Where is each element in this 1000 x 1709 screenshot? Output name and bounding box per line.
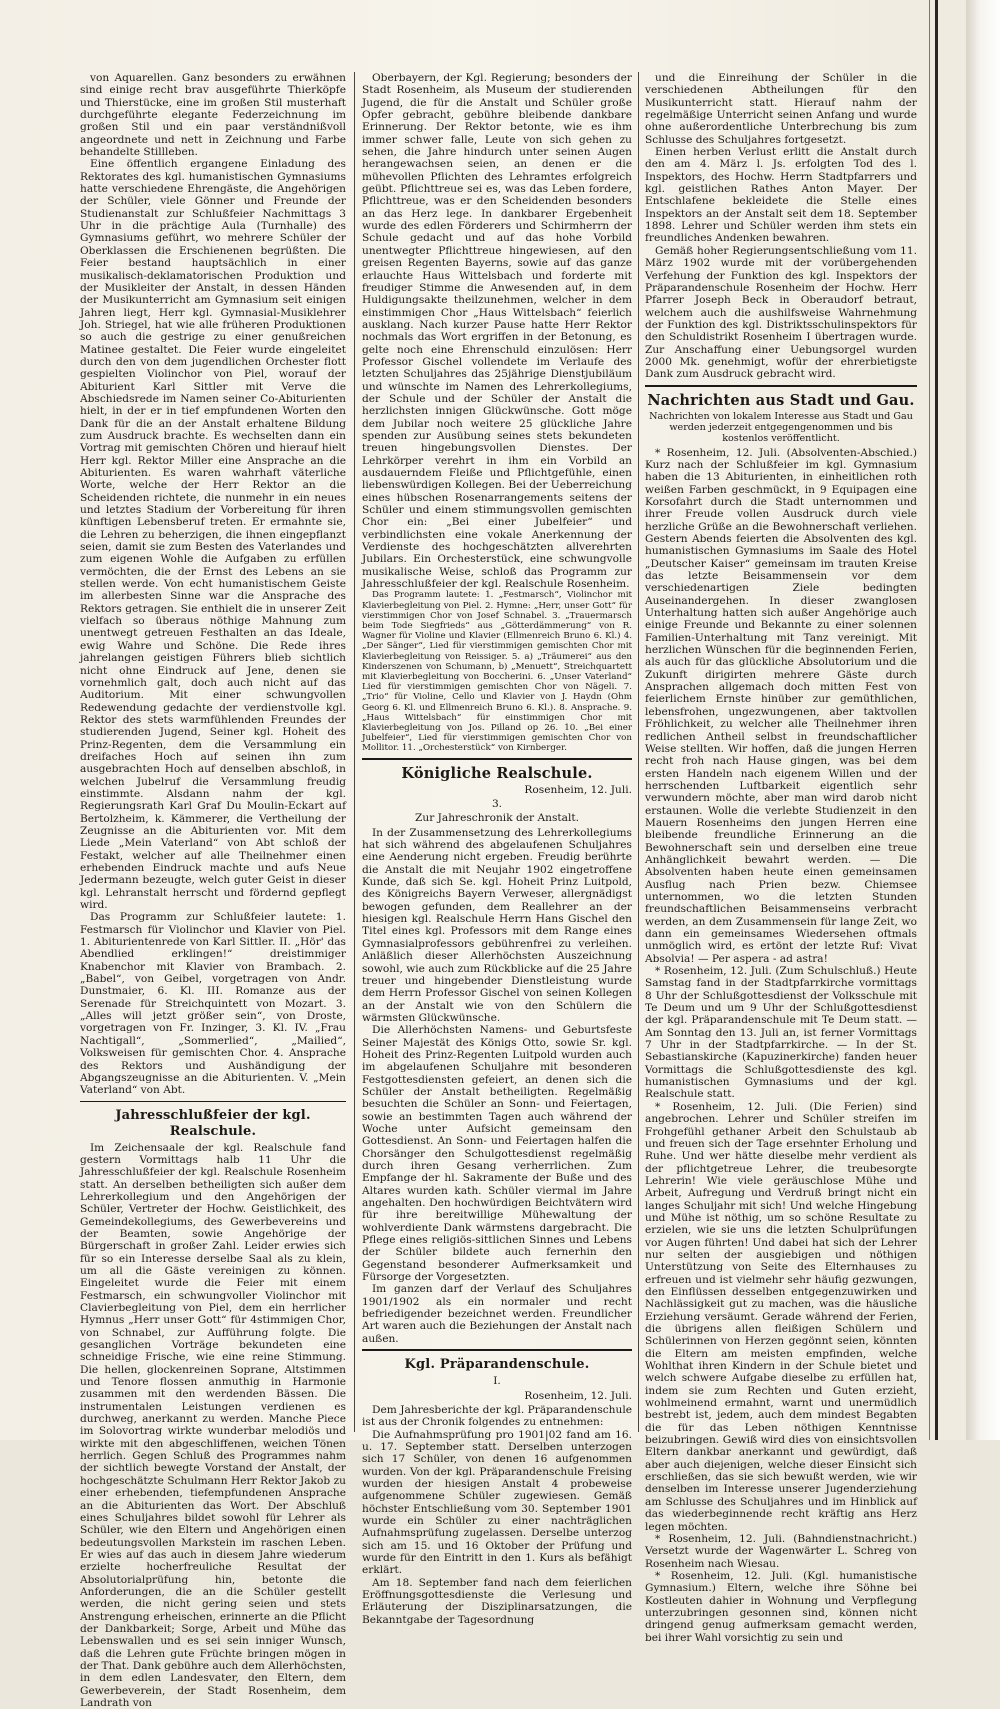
page-edge-line xyxy=(935,0,938,1440)
paragraph: Eine öffentlich ergangene Einladung des Rektorates des kgl. humanistischen Gymnasiums hatte verschiedene Ehrengäste, die Angehörigen der Schüler, viele Gönner und Freunde der Studienanstalt zur Schlußfeier Nachmittags 3 Uhr in die prächtige Aula (Turnhalle) des Gymnasiums geführt, wo mehrere Schüler der Oberklassen die Erschienenen begrüßten. Die Feier bestand hauptsächlich in einer musikalisch-deklamatorischen Produktion und der Musikleiter der Anstalt, in dessen Händen der Musikunterricht am Gymnasium seit einigen Jahren liegt, Herr kgl. Gymnasial-Musiklehrer Joh. Striegel, hat wie alle früheren Produktionen so auch die gestrige zu einer genußreichen Matinee gestaltet. Die Feier wurde eingeleitet durch den von dem jugendlichen Orchester flott gespielten Violinchor von Piel, worauf der Abiturient Karl Sittler mit Verve die Abschiedsrede im Namen seiner Co-Abiturienten hielt, in der er in tief empfundenen Worten den Dank für die an der Anstalt erhaltene Bildung zum Ausdruck brachte. Es wechselten dann ein Vortrag mit gemischten Chören und hierauf hielt Herr kgl. Rektor Miller eine Ansprache an die Abiturienten. Es waren wahrhaft väterliche Worte, welche der Herr Rektor an die Scheidenden richtete, die nunmehr in ein neues und letztes Stadium der Vorbereitung für ihren künftigen Lebensberuf treten. Er ermahnte sie, die Lehren zu beherzigen, die ihnen eingepflanzt seien, damit sie zum Besten des Vaterlandes und zum eigenen Wohle die Aufgaben zu erfüllen vermöchten, die der Ernst des Lebens an sie stellen werde. Von echt humanistischem Geiste im allerbesten Sinne war die Ansprache des Rektors getragen. Sie enthielt die in unserer Zeit vielfach so überaus nöthige Mahnung zum unentwegt getreuen Festhalten an das Ideale, ewig Wahre und Schöne. Die Rede ihres jahrelangen geistigen Führers blieb sichtlich nicht ohne Eindruck auf Jene, denen sie vornehmlich galt, doch auch nicht auf das Auditorium. Mit einer schwungvollen Redewendung gedachte der verdienstvolle kgl. Rektor des stets warmfühlenden Freundes der studierenden Jugend, Seiner kgl. Hoheit des Prinz-Regenten, dem die Versammlung ein dreifaches Hoch auf seinen ihn zum ausgebrachten Hoch auf denselben abschloß, in welchen Jubelruf die Versammlung freudig einstimmte. Alsdann nahm der kgl. Regierungsrath Karl Graf Du Moulin-Eckart auf Bertolzheim, k. Kämmerer, die Vertheilung der Zeugnisse an die Abiturienten vor. Mit dem Liede „Mein Vaterland“ von Abt schloß der Festakt, welcher auf alle Theilnehmer einen erhebenden Eindruck machte und aufs Neue Jedermann bezeugte, welch guter Geist in dieser kgl. Lehranstalt herrscht und fördernd gepflegt wird. xyxy=(80,158,346,912)
section-heading-realschule-feier: Jahresschlußfeier der kgl. Realschule. xyxy=(115,1107,311,1139)
dateline: Rosenheim, 12. Juli. xyxy=(524,783,632,796)
paragraph: Einen herben Verlust erlitt die Anstalt durch den am 4. März l. Js. erfolgten Tod des l. Inspektors, des Hochw. Herrn Stadtpfarrers und kgl. geistlichen Rathes Anton Mayer. Der Entschlafene bekleidete die Stelle eines Inspektors an der Anstalt seit dem 18. September 1898. Lehrer und Schüler werden ihm stets ein freundliches Andenken bewahren. xyxy=(645,146,917,245)
paragraph: Gemäß hoher Regierungsentschließung vom 11. März 1902 wurde mit der vorübergehenden Verfehung der Funktion des kgl. Inspektors der Präparandenschule Rosenheim der Hochw. Herr Pfarrer Joseph Beck in Oberaudorf betraut, welchem auch die aushilfsweise Wahrnehmung der Funktion des kgl. Distriktsschulinspektors für den Schuldistrikt Rosenheim I übertragen wurde. Zur Anschaffung einer Uebungsorgel wurden 2000 Mk. genehmigt, wofür der ehrerbietigste Dank zum Ausdruck gebracht wird. xyxy=(645,244,917,381)
news-item: * Rosenheim, 12. Juli. (Zum Schulschluß.) Heute Samstag fand in der Stadtpfarrkirche vormittags 8 Uhr der Schlußgottesdienst der Volksschule mit Te Deum und um 9 Uhr der Schlußgottesdienst der kgl. Präparandenschule mit Te Deum statt. — Am Sonntag den 13. Juli an, ist ferner Vormittags 7 Uhr in der Stadtpfarrkirche. — In der St. Sebastianskirche (Kapuzinerkirche) fanden heuer Vormittags die Schlußgottesdienste des kgl. humanistischen Gymnasiums und der kgl. Realschule statt. xyxy=(645,965,917,1101)
paragraph: Das Programm zur Schlußfeier lautete: 1. Festmarsch für Violinchor und Klavier von Piel. 1. Abiturientenrede von Karl Sittler. II. „Hör' das Abendlied erklingen!“ dreistimmiger Knabenchor mit Klavier von Brambach. 2. „Babel“, von Geibel, vorgetragen von Andr. Dunstmaier, 6. Kl. III. Romanze aus der Serenade für Streichquintett von Mozart. 3. „Alles will jetzt größer sein“, von Droste, vorgetragen von Fr. Inzinger, 3. Kl. IV. „Frau Nachtigall“, „Sommerlied“, „Mailied“, Volksweisen für gemischten Chor. 4. Ansprache des Rektors und Aushändigung der Abgangszeugnisse an die Abiturienten. V. „Mein Vaterland“ von Abt. xyxy=(80,911,346,1097)
program-list: Das Programm lautete: 1. „Festmarsch“, Violinchor mit Klavierbegleitung von Piel. 2. Hymne: „Herr, unser Gott“ für vierstimmigen Chor von Josef Schnabel. 3. „Trauermarsch beim Tode Siegfrieds“ aus „Götterdämmerung“ von R. Wagner für Violine und Klavier (Ellmenreich Bruno 6. Kl.) 4. „Der Sänger“, Lied für vierstimmigen gemischten Chor mit Klavierbegleitung von Reissiger. 5. a) „Träumerei“ aus den Kinderszenen von Schumann, b) „Menuett“, Streichquartett mit Klavierbegleitung von Boccherini. 6. „Unser Vaterland“ Lied für vierstimmigen gemischten Chor von Nägeli. 7. „Trio“ für Violine, Cello und Klavier von J. Haydn (Ohm Georg 6. Kl. und Ellmenreich Bruno 6. Kl.). 8. Ansprache. 9. „Haus Wittelsbach“ für einstimmigen Chor mit Klavierbegleitung von Jos. Pilland op 26. 10. „Bei einer Jubelfeier“, Lied für vierstimmigen gemischten Chor von Mollitor. 11. „Orchesterstück“ von Kirnberger. xyxy=(362,590,632,754)
section-subheading: Nachrichten von lokalem Interesse aus Stadt und Gau werden jederzeit entgegengenommen und bis kostenlos veröffentlicht. xyxy=(649,410,913,444)
paragraph: In der Zusammensetzung des Lehrerkollegiums hat sich während des abgelaufenen Schuljahres eine Aenderung nicht ergeben. Freudig berührte die Anstalt die mit Neujahr 1902 eingetroffene Kunde, daß sich Se. kgl. Hoheit Prinz Luitpold, des Königreichs Bayern Verweser, allergnädigst bewogen gefunden, dem Reallehrer an der hiesigen kgl. Realschule Herrn Hans Gischel den Titel eines kgl. Professors mit dem Range eines Gymnasialprofessors gebührenfrei zu verleihen. Anläßlich dieser Allerhöchsten Auszeichnung sowohl, wie auch zum Rückblicke auf die 25 Jahre treuer und hingebender Dienstleistung wurde dem Herrn Professor Gischel von seinen Kollegen an der Anstalt wie von den Schülern die wärmsten Glückwünsche. xyxy=(362,826,632,1024)
paragraph: von Aquarellen. Ganz besonders zu erwähnen sind einige recht brav ausgeführte Thierköpfe und Thierstücke, eine im großen Stil musterhaft durchgeführte elegante Federzeichnung im großen Stil und ein paar verständnißvoll angeordnete und nett in Zeichnung und Farbe behandelte Stillleben. xyxy=(80,72,346,159)
page-edge-margin xyxy=(966,0,1000,1440)
column-2 xyxy=(362,72,632,1626)
column-rule-2 xyxy=(638,72,639,1432)
news-item: * Rosenheim, 12. Juli. (Absolventen-Abschied.) Kurz nach der Schlußfeier im kgl. Gymnasium haben die 13 Abiturienten, in einheitlichen roth weißen Farben geschmückt, in 9 Equipagen eine Korsofahrt durch die Stadt unternommen und ihrer Freude vollen Ausdruck durch viele herzliche Grüße an die Bewohnerschaft verliehen. Gestern Abends feierten die Absolventen des kgl. humanistischen Gymnasiums im Saale des Hotel „Deutscher Kaiser“ gemeinsam im trauten Kreise das letzte Beisammensein vor dem verschiedenartigen Ziele bedingten Auseinandergehen. In dieser zwanglosen Unterhaltung hatten sich außer Angehörige auch einige Freunde und Bekannte zu einer solennen Familien-Unterhaltung mit Tanz vereinigt. Mit herzlichen Wünschen für die beginnenden Ferien, als auch für das glückliche Absolutorium und die Zukunft dirigirten mehrere Gäste durch Ansprachen allgemach doch mitten Fest von feierlichem Ernste hinüber zur gemüthlichen, lebensfrohen, ungezwungenen, aber taktvollen Fröhlichkeit, zu welcher alle Theilnehmer ihren redlichen Antheil selbst in freundschaftlicher Weise stellten. Wir hoffen, daß die jungen Herren recht froh nach Hause gingen, was bei dem ersten Handeln nach eigenem Willen und der herrschenden Luftbarkeit eigentlich sehr verwundern möchte, aber man wird darob nicht erstaunen. Wolle die verlebte Studienzeit in den Mauern Rosenheims den jungen Herren eine bleibende freundliche Erinnerung an die Bewohnerschaft sein und derselben eine treue Anhänglichkeit bewahrt werden. — Die Absolventen haben heute einen gemeinsamen Ausflug nach Prien bezw. Chiemsee unternommen, wo die letzten Stunden freundschaftlichen Beisammenseins verbracht werden, an dem Zusammensein für lange Zeit, wo dann ein gemeinsames Wiedersehen oftmals unmöglich wird, es ertönt der letzte Ruf: Vivat Absolvia! — Per aspera - ad astra! xyxy=(645,446,917,965)
section-rule xyxy=(80,1101,346,1102)
paragraph: Im ganzen darf der Verlauf des Schuljahres 1901/1902 als ein normaler und recht befriedigender bezeichnet werden. Freundlicher Art waren auch die Beziehungen der Anstalt nach außen. xyxy=(362,1283,632,1345)
paragraph: Die Allerhöchsten Namens- und Geburtsfeste Seiner Majestät des Königs Otto, sowie Sr. kgl. Hoheit des Prinz-Regenten Luitpold wurden auch im abgelaufenen Schuljahre mit besonderen Festgottesdiensten gefeiert, an denen sich die Schüler der Anstalt betheiligten. Regelmäßig besuchten die Schüler an Sonn- und Feiertagen, sowie an bestimmten Tagen auch während der Woche unter Aufsicht gemeinsam den Gottesdienst. An Sonn- und Feiertagen halfen die Chorsänger den Schulgottesdienst regelmäßig durch ihren Gesang verherrlichen. Zum Empfange der hl. Sakramente der Buße und des Altares wurden kath. Schüler viermal im Jahre angehalten. Den hochwürdigen Beichtvätern wird für ihre bereitwillige Mühewaltung der wohlverdiente Dank wärmstens dargebracht. Die Pflege eines religiös-sittlichen Sinnes und Lebens der Schüler bildete auch fernerhin den Gegenstand besonderer Aufmerksamkeit und Fürsorge der Vorgesetzten. xyxy=(362,1024,632,1284)
page-fold-line xyxy=(929,0,930,1440)
column-rule-1 xyxy=(354,72,355,1432)
section-rule xyxy=(362,1349,632,1351)
dateline: Rosenheim, 12. Juli. xyxy=(524,1389,632,1402)
paragraph: und die Einreihung der Schüler in die verschiedenen Abtheilungen für den Musikunterricht statt. Hierauf nahm der regelmäßige Unterricht seinen Anfang und wurde ohne außerordentliche Unterbrechung bis zum Schlusse des Schuljahres fortgesetzt. xyxy=(645,72,917,146)
paragraph: Die Aufnahmsprüfung pro 1901|02 fand am 16. u. 17. September statt. Derselben unterzogen sich 17 Schüler, von denen 16 aufgenommen wurden. Von der kgl. Präparandenschule Freising wurden der hiesigen Anstalt 4 probeweise aufgenommene Schüler zugewiesen. Gemäß höchster Entschließung vom 30. September 1901 wurde ein Schüler zu einer nachträglichen Aufnahmsprüfung zugelassen. Derselbe unterzog sich am 15. und 16 Oktober der Prüfung und wurde für den Eintritt in den 1. Kurs als befähigt erklärt. xyxy=(362,1428,632,1577)
section-subtitle: Zur Jahreschronik der Anstalt. xyxy=(415,812,579,825)
section-heading-nachrichten: Nachrichten aus Stadt und Gau. xyxy=(647,391,915,409)
column-3 xyxy=(645,72,917,1644)
news-item: * Rosenheim, 12. Juli. (Kgl. humanistische Gymnasium.) Eltern, welche ihre Söhne bei Kostleuten dahier in Wohnung und Verpflegung unterzubringen gesonnen sind, können nicht dringend genug aufmerksam gemacht werden, bei ihrer Wahl vorsichtig zu sein und xyxy=(645,1569,917,1644)
section-number: I. xyxy=(493,1375,501,1388)
column-1 xyxy=(80,72,346,1709)
section-number: 3. xyxy=(491,798,503,811)
paragraph: Am 18. September fand nach dem feierlichen Eröffnungsgottesdienste die Verlesung und Erläuterung der Disziplinarsatzungen, die Bekanntgabe der Tagesordnung xyxy=(362,1576,632,1626)
paragraph: Dem Jahresberichte der kgl. Präparandenschule ist aus der Chronik folgendes zu entnehmen: xyxy=(362,1403,632,1429)
section-heading-koenigliche-realschule: Königliche Realschule. xyxy=(401,764,593,782)
section-rule xyxy=(362,758,632,760)
paragraph: Oberbayern, der Kgl. Regierung; besonders der Stadt Rosenheim, als Museum der studierenden Jugend, die für die Anstalt und Schüler große Opfer gebracht, gebühre bleibende dankbare Erinnerung. Der Rektor betonte, wie es ihm immer schwer falle, Leute von sich gehen zu sehen, die Jahre hindurch unter seinen Augen herangewachsen seien, an denen er die mühevollen Pflichten des Lehramtes erfolgreich geübt. Pflichttreue sei es, was das Leben fordere, Pflichttreue, was er den Scheidenden besonders an das Herz lege. In dankbarer Ergebenheit wurde des edlen Förderers und Schirmherrn der Schule gedacht und auf das hohe Vorbild unentwegter Pflichttreue hingewiesen, auf den greisen Regenten Bayerns, sowie auf das ganze erlauchte Haus Wittelsbach und forderte mit freudiger Stimme die Anwesenden auf, in dem Huldigungsakte theilzunehmen, welcher in dem einstimmigen Chor „Haus Wittelsbach“ feierlich ausklang. Nach kurzer Pause hatte Herr Rektor nochmals das Wort ergriffen in der Betonung, es gelte noch eine Ehrenschuld einzulösen: Herr Professor Gischel vollendete im Verlaufe des letzten Schuljahres das 25jährige Dienstjubiläum und wünschte im Namen des Lehrerkollegiums, der Schule und der Schüler der Anstalt die herzlichsten innigen Glückwünsche. Gott möge dem Jubilar noch weitere 25 glückliche Jahre spenden zur Ausübung seines stets bekundeten treuen hingebungsvollen Dienstes. Der Lehrkörper verehrt in ihm ein Vorbild an ausdauerndem Fleiße und Pflichtgefühle, einen liebenswürdigen Kollegen. Bei der Ueberreichung eines hübschen Rosenarrangements seitens der Schüler und einem stimmungsvollen gemischten Chor ein: „Bei einer Jubelfeier“ und verbindlichsten eine vokale Anerkennung der Verdienste des hochgeschätzten allverehrten Jubilars. Ein Orchesterstück, eine schwungvolle musikalische Weise, schloß das Programm zur Jahresschlußfeier der kgl. Realschule Rosenheim. xyxy=(362,72,632,591)
section-rule xyxy=(645,385,917,387)
news-item: * Rosenheim, 12. Juli. (Die Ferien) sind angebrochen. Lehrer und Schüler streifen im Frohgefühl gethaner Arbeit den Schulstaub ab und freuen sich der Tage ersehnter Erholung und Ruhe. Und wer hätte dieselbe mehr verdient als der pflichtgetreue Lehrer, die treubesorgte Lehrerin! Wie viele geräuschlose Mühe und Arbeit, Aufregung und Verdruß bringt nicht ein langes Schuljahr mit sich! Und welche Hingebung und Mühe ist nöthig, um so schöne Resultate zu erzielen, wie sie uns die letzten Schulprüfungen vor Augen führten! Und dabei hat sich der Lehrer nur selten der ausgiebigen und nöthigen Unterstützung von Seite des Elternhauses zu erfreuen und ist vielmehr sehr häufig gezwungen, den Einflüssen desselben entgegenzuwirken und Nachlässigkeit gut zu machen, was die häusliche Erziehung versäumt. Gerade während der Ferien, die übrigens allen fleißigen Schülern und Schülerinnen von Herzen gegönnt seien, könnten die Eltern am meisten empfinden, welche Wohlthat ihren Kindern in der Schule bietet und welch schwere Aufgabe dieselbe zu erfüllen hat, indem sie zum Rechten und Guten erzieht, wohlmeinend ermahnt, warnt und unermüdlich bestrebt ist, jedem, auch dem mindest Begabten die für das Leben nöthigen Kenntnisse beizubringen. Gewiß wird dies von einsichtsvollen Eltern dankbar anerkannt und gewürdigt, daß aber auch diejenigen, welche dieser Einsicht sich erschließen, das sie sich bewußt werden, wie wir denselben im Interesse unserer Jugenderziehung am Schlusse des Schuljahres und im Hinblick auf das wiederbeginnende recht kräftig ans Herz legen möchten. xyxy=(645,1100,917,1533)
section-heading-praeparandenschule: Kgl. Präparandenschule. xyxy=(404,1357,590,1373)
paragraph: Im Zeichensaale der kgl. Realschule fand gestern Vormittags halb 11 Uhr die Jahresschlußfeier der kgl. Realschule Rosenheim statt. An derselben betheiligten sich außer dem Lehrerkollegium und den Angehörigen der Schüler, Vertreter der Hochw. Geistlichkeit, des Gemeindekollegiums, des Gewerbevereins und der Beamten, sowie Angehörige der Bürgerschaft in großer Zahl. Leider erwies sich für so ein Interesse derselbe Saal als zu klein, um all die Gäste vereinigen zu können. Eingeleitet wurde die Feier mit einem Festmarsch, ein schwungvoller Violinchor mit Clavierbegleitung von Piel, dem ein herrlicher Hymnus „Herr unser Gott“ für 4stimmigen Chor, von Schnabel, zur Aufführung folgte. Die gesanglichen Vorträge bekundeten eine schneidige Frische, wie eine reine Stimmung. Die hellen, glockenreinen Soprane, Altstimmen und Tenore flossen anmuthig in Harmonie zusammen mit den werdenden Bässen. Die instrumentalen Leistungen verdienen es durchweg, anerkannt zu werden. Manche Piece im Solovortrag wirkte wunderbar melodiös und wirkte mit den abgeschliffenen, weichen Tönen herrlich. Gegen Schluß des Programmes nahm der sichtlich bewegte Vorstand der Anstalt, der hochgeschätzte Schulmann Herr Rektor Jakob zu einer erhebenden, tiefempfundenen Ansprache an die Abiturienten das Wort. Der Abschluß eines Schuljahres bildet sowohl für Lehrer als Schüler, wie den Eltern und Angehörigen einen bedeutungsvollen Markstein im raschen Leben. Er wies auf das auch in diesem Jahre wiederum erzielte hocherfreuliche Resultat der Absolutorialprüfung hin, betonte die Anforderungen, die an die Schüler gestellt werden, die nicht gering seien und stets Anstrengung erheischen, erinnerte an die Pflicht der Dankbarkeit; Sorge, Arbeit und Mühe das Lebenswallen und es sei sein inniger Wunsch, daß die Lehren gute Früchte bringen mögen in der That. Dank gebühre auch dem Allerhöchsten, in dem edlen Landesvater, den Eltern, dem Gewerbeverein, der Stadt Rosenheim, dem Landrath von xyxy=(80,1141,346,1709)
news-item: * Rosenheim, 12. Juli. (Bahndienstnachricht.) Versetzt wurde der Wagenwärter L. Schreg von Rosenheim nach Wiesau. xyxy=(645,1532,917,1570)
